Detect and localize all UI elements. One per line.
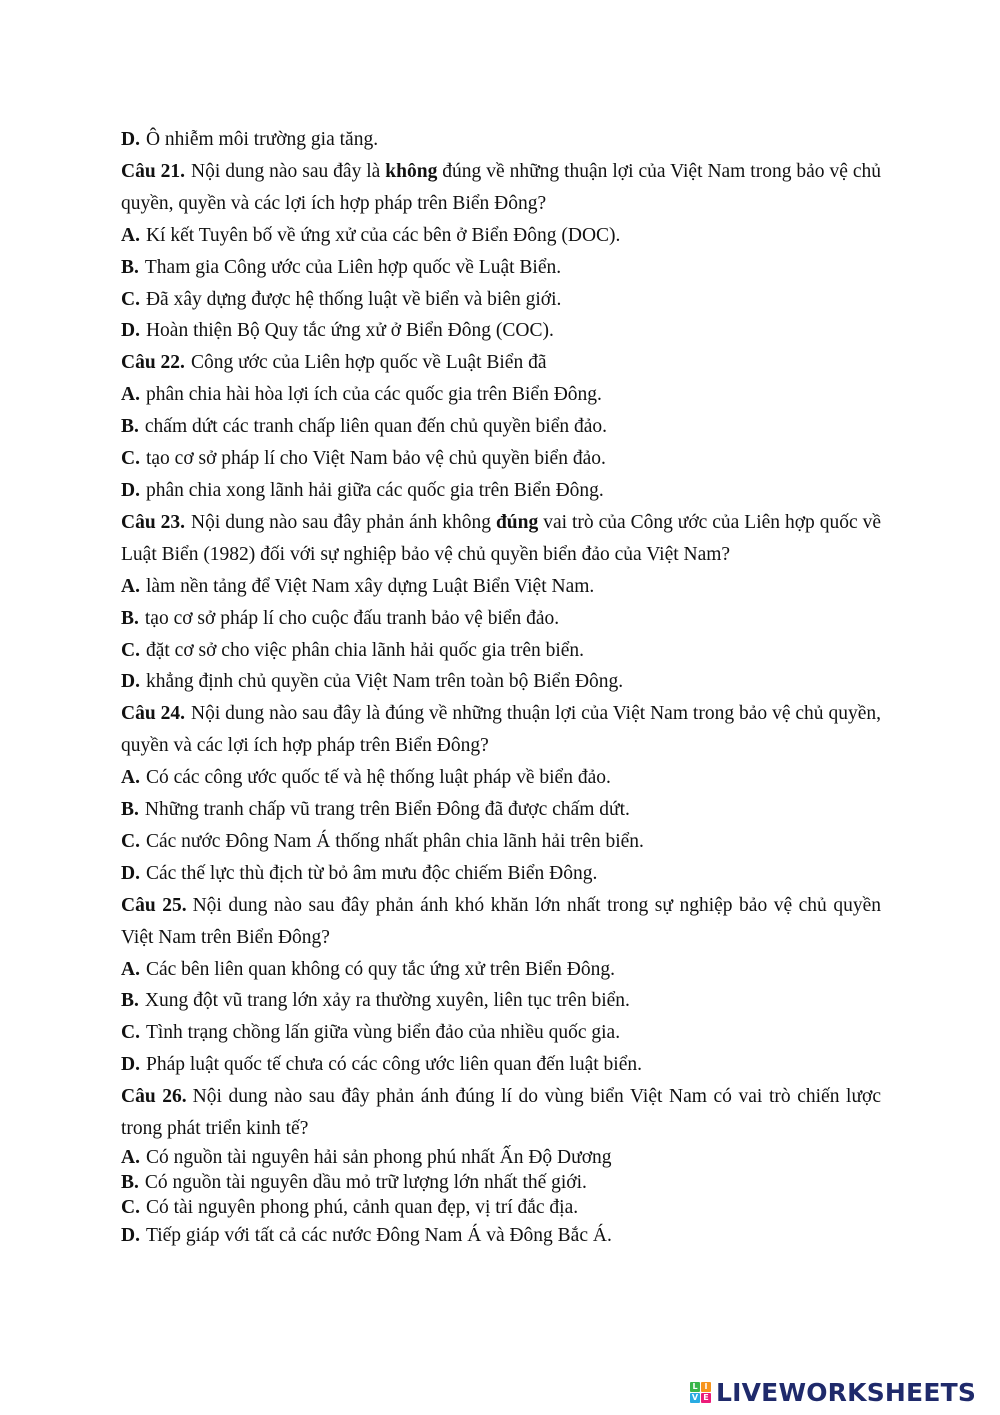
question-24 [121,698,881,762]
option-label: D. [121,862,140,884]
option-text: khẳng định chủ quyền của Việt Nam trên toàn bộ Biển Đông. [145,671,624,693]
option-26-a [121,1145,881,1170]
option-23-b [121,603,881,635]
liveworksheets-logo-icon [690,1382,711,1403]
question-text: Nội dung nào sau đây là [191,160,381,182]
option-text: Tiếp giáp với tất cả các nước Đông Nam Á và Đông Bắc Á. [145,1225,612,1246]
option-22-d [121,475,881,507]
option-text: phân chia xong lãnh hải giữa các quốc gia trên Biển Đông. [145,479,604,501]
worksheet-content [121,124,881,1252]
option-25-c [121,1017,881,1049]
option-25-d [121,1049,881,1081]
option-text: làm nền tảng để Việt Nam xây dựng Luật Biển Việt Nam. [145,575,595,597]
option-text: Đã xây dựng được hệ thống luật về biển và biên giới. [145,288,562,310]
question-text: Nội dung nào sau đây phản ánh đúng lí do vùng biển Việt Nam có vai trò chiến lược trong phát triển kinh tế? [121,1086,881,1140]
question-text: Nội dung nào sau đây phản ánh không [191,511,491,533]
question-label: Câu 21. [121,160,185,182]
option-text: Có nguồn tài nguyên dầu mỏ trữ lượng lớn nhất thế giới. [144,1172,587,1193]
question-label: Câu 22. [121,352,185,374]
question-label: Câu 25. [121,894,187,916]
option-label: A. [121,767,140,789]
option-label: B. [121,416,139,438]
liveworksheets-watermark [690,1374,976,1410]
option-23-a [121,571,881,603]
option-25-b [121,985,881,1017]
option-label: B. [121,607,139,629]
question-text-end: đúng về những thuận lợi của Việt Nam trong bảo vệ chủ quyền, quyền và các lợi ích hợp pháp trên Biển Đông? [121,160,881,214]
option-text: Các nước Đông Nam Á thống nhất phân chia lãnh hải trên biển. [145,830,644,852]
option-24-d [121,858,881,890]
option-24-c [121,826,881,858]
question-label: Câu 24. [121,703,185,725]
option-text: Có nguồn tài nguyên hải sản phong phú nhất Ấn Độ Dương [145,1147,612,1168]
option-text: Ô nhiễm môi trường gia tăng. [145,129,379,150]
option-25-a [121,954,881,986]
option-text: Những tranh chấp vũ trang trên Biển Đông đã được chấm dứt. [144,799,630,821]
option-23-c [121,635,881,667]
option-label: B. [121,1172,139,1193]
option-text: phân chia hài hòa lợi ích của các quốc gia trên Biển Đông. [145,384,602,406]
option-24-b [121,794,881,826]
question-text: Nội dung nào sau đây là đúng về những thuận lợi của Việt Nam trong bảo vệ chủ quyền, quyền và các lợi ích hợp pháp trên Biển Đông? [121,703,881,757]
question-label: Câu 26. [121,1086,187,1108]
option-label: B. [121,990,139,1012]
question-text: Nội dung nào sau đây phản ánh khó khăn lớn nhất trong sự nghiệp bảo vệ chủ quyền Việt Nam trên Biển Đông? [121,894,881,948]
option-label: C. [121,1197,140,1218]
option-label: A. [121,224,140,246]
option-text: Pháp luật quốc tế chưa có các công ước liên quan đến luật biển. [145,1054,642,1076]
option-text: tạo cơ sở pháp lí cho Việt Nam bảo vệ chủ quyền biển đảo. [145,448,606,470]
question-26 [121,1081,881,1145]
option-text: Tham gia Công ước của Liên hợp quốc về Luật Biển. [144,256,562,278]
option-label: A. [121,958,140,980]
question-25 [121,890,881,954]
option-22-c [121,443,881,475]
option-label: C. [121,830,140,852]
option-label: B. [121,799,139,821]
logo-tile: L [690,1382,700,1392]
option-24-a [121,762,881,794]
option-label: C. [121,448,140,470]
option-label: D. [121,479,140,501]
option-label: B. [121,256,139,278]
option-text: Xung đột vũ trang lớn xảy ra thường xuyên, liên tục trên biển. [144,990,630,1012]
option-22-a [121,379,881,411]
option-label: D. [121,671,140,693]
option-label: C. [121,639,140,661]
question-22 [121,347,881,379]
watermark-text: LIVEWORKSHEETS [716,1377,977,1407]
question-23 [121,507,881,571]
option-text: tạo cơ sở pháp lí cho cuộc đấu tranh bảo vệ biển đảo. [144,607,560,629]
option-text: Kí kết Tuyên bố về ứng xử của các bên ở Biển Đông (DOC). [145,224,621,246]
option-d-previous [121,124,881,156]
question-text-end: vai trò của Công ước của Liên hợp quốc về Luật Biển (1982) đối với sự nghiệp bảo vệ chủ quyền biển đảo của Việt Nam? [121,511,881,565]
option-text: đặt cơ sở cho việc phân chia lãnh hải quốc gia trên biển. [145,639,585,661]
option-text: Có các công ước quốc tế và hệ thống luật pháp về biển đảo. [145,767,611,789]
option-label: A. [121,384,140,406]
option-text: Tình trạng chồng lấn giữa vùng biển đảo của nhiều quốc gia. [145,1022,621,1044]
option-21-c [121,284,881,316]
option-21-b [121,252,881,284]
logo-tile: I [701,1382,711,1392]
option-22-b [121,411,881,443]
option-23-d [121,666,881,698]
option-text: Hoàn thiện Bộ Quy tắc ứng xử ở Biển Đông (COC). [145,320,554,342]
question-21 [121,156,881,220]
option-label: D. [121,320,140,342]
question-text: Công ước của Liên hợp quốc về Luật Biển đã [190,352,547,374]
option-label: A. [121,1147,140,1168]
logo-tile: V [691,1393,699,1402]
question-emphasis: không [385,160,438,182]
option-label: D. [121,129,140,150]
option-text: Các thế lực thù địch từ bỏ âm mưu độc chiếm Biển Đông. [145,862,598,884]
logo-tile: E [701,1393,711,1403]
option-26-d [121,1220,881,1252]
option-label: D. [121,1225,140,1246]
option-text: Có tài nguyên phong phú, cảnh quan đẹp, vị trí đắc địa. [145,1197,579,1218]
option-26-b [121,1170,881,1195]
option-label: C. [121,1022,140,1044]
option-text: chấm dứt các tranh chấp liên quan đến chủ quyền biển đảo. [144,416,608,438]
option-21-a [121,220,881,252]
option-label: A. [121,575,140,597]
option-21-d [121,315,881,347]
question-emphasis: đúng [495,511,539,533]
question-label: Câu 23. [121,511,185,533]
option-text: Các bên liên quan không có quy tắc ứng xử trên Biển Đông. [145,958,615,980]
option-26-c [121,1195,881,1220]
option-label: C. [121,288,140,310]
option-label: D. [121,1054,140,1076]
